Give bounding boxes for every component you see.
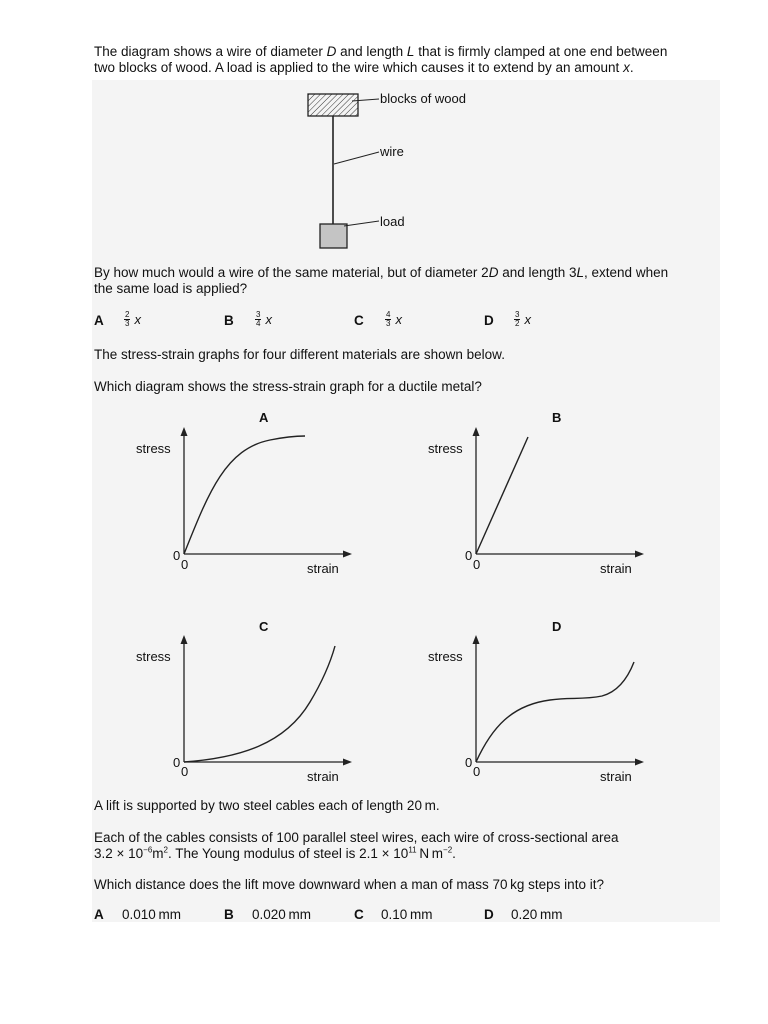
- q1-question-text: the same load is applied?: [94, 281, 248, 296]
- q1-option-d-letter[interactable]: D: [484, 313, 494, 328]
- graph-b-origin-x: 0: [473, 557, 481, 572]
- q1-option-d-value[interactable]: [514, 311, 531, 328]
- q1-stem-var-d: D: [326, 44, 337, 59]
- q2-intro: The stress-strain graphs for four different materials are shown below.: [94, 347, 505, 362]
- q1-question: [94, 265, 734, 297]
- graph-a-y-label: stress: [136, 441, 171, 456]
- q3-stem2-text: . The Young modulus of steel is 2.1 × 10: [168, 846, 409, 861]
- fraction-variable: x: [265, 312, 272, 327]
- fraction-numerator: 4: [386, 310, 391, 319]
- label-load: load: [380, 214, 405, 229]
- q3-option-b-value[interactable]: 0.020 mm: [252, 907, 311, 922]
- q1-question-var-d: D: [488, 265, 499, 280]
- q1-option-b-value[interactable]: [255, 311, 272, 328]
- graph-b[interactable]: [462, 424, 652, 564]
- graph-c-origin-y: 0: [173, 755, 181, 770]
- q3-stem2: [94, 830, 715, 862]
- graph-b-x-label: strain: [600, 561, 632, 576]
- q3-stem2-exponent: 11: [408, 845, 417, 855]
- graph-a-origin-y: 0: [173, 548, 181, 563]
- graph-c-curve: [184, 646, 335, 762]
- graph-a-title[interactable]: A: [259, 410, 269, 425]
- fraction-numerator: 3: [256, 310, 261, 319]
- q3-stem2-text: .: [452, 846, 456, 861]
- graph-d[interactable]: [462, 632, 652, 772]
- fraction-variable: x: [524, 312, 531, 327]
- q3-stem2-exponent: −2: [443, 845, 453, 855]
- graph-a[interactable]: [170, 424, 360, 564]
- q3-stem2-line1: Each of the cables consists of 100 parallel steel wires, each wire of cross-sectional area: [94, 830, 619, 845]
- graph-b-line: [476, 437, 528, 554]
- label-blocks-of-wood: blocks of wood: [380, 91, 466, 106]
- q3-option-c-value[interactable]: 0.10 mm: [381, 907, 433, 922]
- arrow-up-icon: [473, 635, 480, 644]
- arrow-up-icon: [473, 427, 480, 436]
- q3-option-a-value[interactable]: 0.010 mm: [122, 907, 181, 922]
- graph-b-title[interactable]: B: [552, 410, 562, 425]
- graph-c[interactable]: [170, 632, 360, 772]
- q1-question-text: and length 3: [498, 265, 577, 280]
- q1-question-text: By how much would a wire of the same material, but of diameter 2: [94, 265, 489, 280]
- graph-d-origin-x: 0: [473, 764, 481, 779]
- graph-d-title[interactable]: D: [552, 619, 562, 634]
- q1-stem-text: and length: [336, 44, 407, 59]
- q3-option-c-letter[interactable]: C: [354, 907, 364, 922]
- q3-option-a-letter[interactable]: A: [94, 907, 104, 922]
- q1-option-b-letter[interactable]: B: [224, 313, 234, 328]
- arrow-up-icon: [181, 635, 188, 644]
- q1-stem-text: The diagram shows a wire of diameter: [94, 44, 327, 59]
- q1-stem: [94, 44, 734, 76]
- q2-question: Which diagram shows the stress-strain graph for a ductile metal?: [94, 379, 482, 394]
- graph-b-y-label: stress: [428, 441, 463, 456]
- q3-stem2-exponent: −6: [143, 845, 153, 855]
- q1-stem-var-x: x: [623, 60, 630, 75]
- graph-a-curve: [184, 436, 305, 554]
- q1-option-c-value[interactable]: [385, 311, 402, 328]
- q1-option-a-letter[interactable]: A: [94, 313, 104, 328]
- q1-option-c-letter[interactable]: C: [354, 313, 364, 328]
- q3-stem1: A lift is supported by two steel cables each of length 20 m.: [94, 798, 440, 813]
- q3-option-b-letter[interactable]: B: [224, 907, 234, 922]
- fraction-denominator: 4: [256, 319, 261, 328]
- wire-diagram: [300, 86, 500, 256]
- q3-stem2-text: 3.2 × 10: [94, 846, 144, 861]
- q3-option-d-value[interactable]: 0.20 mm: [511, 907, 563, 922]
- graph-d-x-label: strain: [600, 769, 632, 784]
- wood-blocks: [308, 94, 358, 116]
- q3-stem2-text: m: [152, 846, 164, 861]
- graph-c-y-label: stress: [136, 649, 171, 664]
- graph-c-origin-x: 0: [181, 764, 189, 779]
- fraction-denominator: 3: [386, 319, 391, 328]
- graph-c-x-label: strain: [307, 769, 339, 784]
- leader-line: [334, 152, 379, 164]
- load-mass: [320, 224, 347, 248]
- q1-question-text: , extend when: [584, 265, 669, 280]
- q3-option-d-letter[interactable]: D: [484, 907, 494, 922]
- q1-stem-text: .: [629, 60, 634, 75]
- q3-question: Which distance does the lift move downward when a man of mass 70 kg steps into it?: [94, 877, 604, 892]
- fraction-denominator: 3: [125, 319, 130, 328]
- arrow-up-icon: [181, 427, 188, 436]
- q3-stem2-exponent: 2: [163, 845, 168, 855]
- arrow-right-icon: [635, 759, 644, 766]
- q1-stem-text: two blocks of wood. A load is applied to the wire which causes it to extend by an amount: [94, 60, 624, 75]
- arrow-right-icon: [343, 551, 352, 558]
- graph-d-origin-y: 0: [465, 755, 473, 770]
- label-wire: wire: [380, 144, 404, 159]
- graph-b-origin-y: 0: [465, 548, 473, 563]
- graph-a-x-label: strain: [307, 561, 339, 576]
- leader-line: [344, 221, 379, 226]
- arrow-right-icon: [343, 759, 352, 766]
- fraction-numerator: 3: [515, 310, 520, 319]
- fraction-variable: x: [134, 312, 141, 327]
- q1-option-a-value[interactable]: [124, 311, 141, 328]
- arrow-right-icon: [635, 551, 644, 558]
- graph-a-origin-x: 0: [181, 557, 189, 572]
- q1-stem-var-l: L: [406, 44, 415, 59]
- q1-stem-text: that is firmly clamped at one end between: [414, 44, 668, 59]
- graph-d-y-label: stress: [428, 649, 463, 664]
- q1-question-var-l: L: [576, 265, 585, 280]
- fraction-numerator: 2: [125, 310, 130, 319]
- q3-stem2-text: N m: [416, 846, 444, 861]
- graph-d-curve: [476, 662, 634, 762]
- graph-c-title[interactable]: C: [259, 619, 269, 634]
- fraction-variable: x: [395, 312, 402, 327]
- fraction-denominator: 2: [515, 319, 520, 328]
